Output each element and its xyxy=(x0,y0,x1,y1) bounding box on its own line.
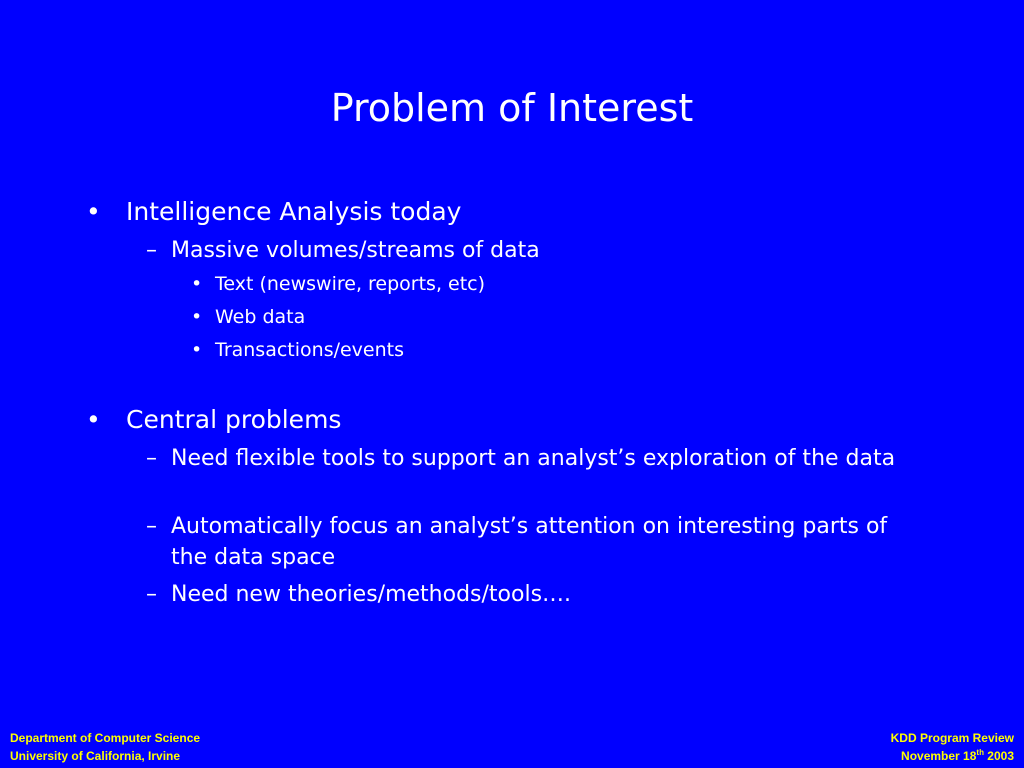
bullet-marker: • xyxy=(191,339,203,361)
bullet-marker: • xyxy=(86,197,101,226)
sub-sub-item-web-data: Web data xyxy=(215,306,306,328)
footer-university: University of California, Irvine xyxy=(10,749,181,763)
dash-marker: – xyxy=(146,446,157,471)
sub-sub-item-transactions: Transactions/events xyxy=(215,339,405,361)
sub-sub-item-text: Text (newswire, reports, etc) xyxy=(215,273,486,295)
sub-item-flexible-tools: Need flexible tools to support an analyst’s exploration of the data xyxy=(171,446,896,471)
dash-marker: – xyxy=(146,582,157,607)
dash-marker: – xyxy=(146,238,157,263)
footer-date xyxy=(891,747,1014,765)
slide-title: Problem of Interest xyxy=(330,86,694,130)
section-heading-central-problems: Central problems xyxy=(126,405,342,434)
footer-event: KDD Program Review xyxy=(890,731,1014,745)
bullet-marker: • xyxy=(191,273,203,295)
sub-item-new-theories: Need new theories/methods/tools…. xyxy=(171,582,572,607)
footer-date-prefix: November 18 xyxy=(901,749,977,763)
footer-department: Department of Computer Science xyxy=(10,731,201,745)
bullet-marker: • xyxy=(86,405,101,434)
sub-item-massive-volumes: Massive volumes/streams of data xyxy=(171,238,540,263)
section-heading-intelligence-analysis: Intelligence Analysis today xyxy=(126,197,462,226)
sub-item-focus-attention: Automatically focus an analyst’s attention on interesting parts of the data space xyxy=(171,514,888,570)
footer-date-sup: th xyxy=(976,748,984,757)
dash-marker: – xyxy=(146,514,157,539)
footer-left xyxy=(10,729,200,765)
footer-date-suffix: 2003 xyxy=(983,749,1014,763)
bullet-marker: • xyxy=(191,306,203,328)
footer-right xyxy=(891,729,1014,765)
